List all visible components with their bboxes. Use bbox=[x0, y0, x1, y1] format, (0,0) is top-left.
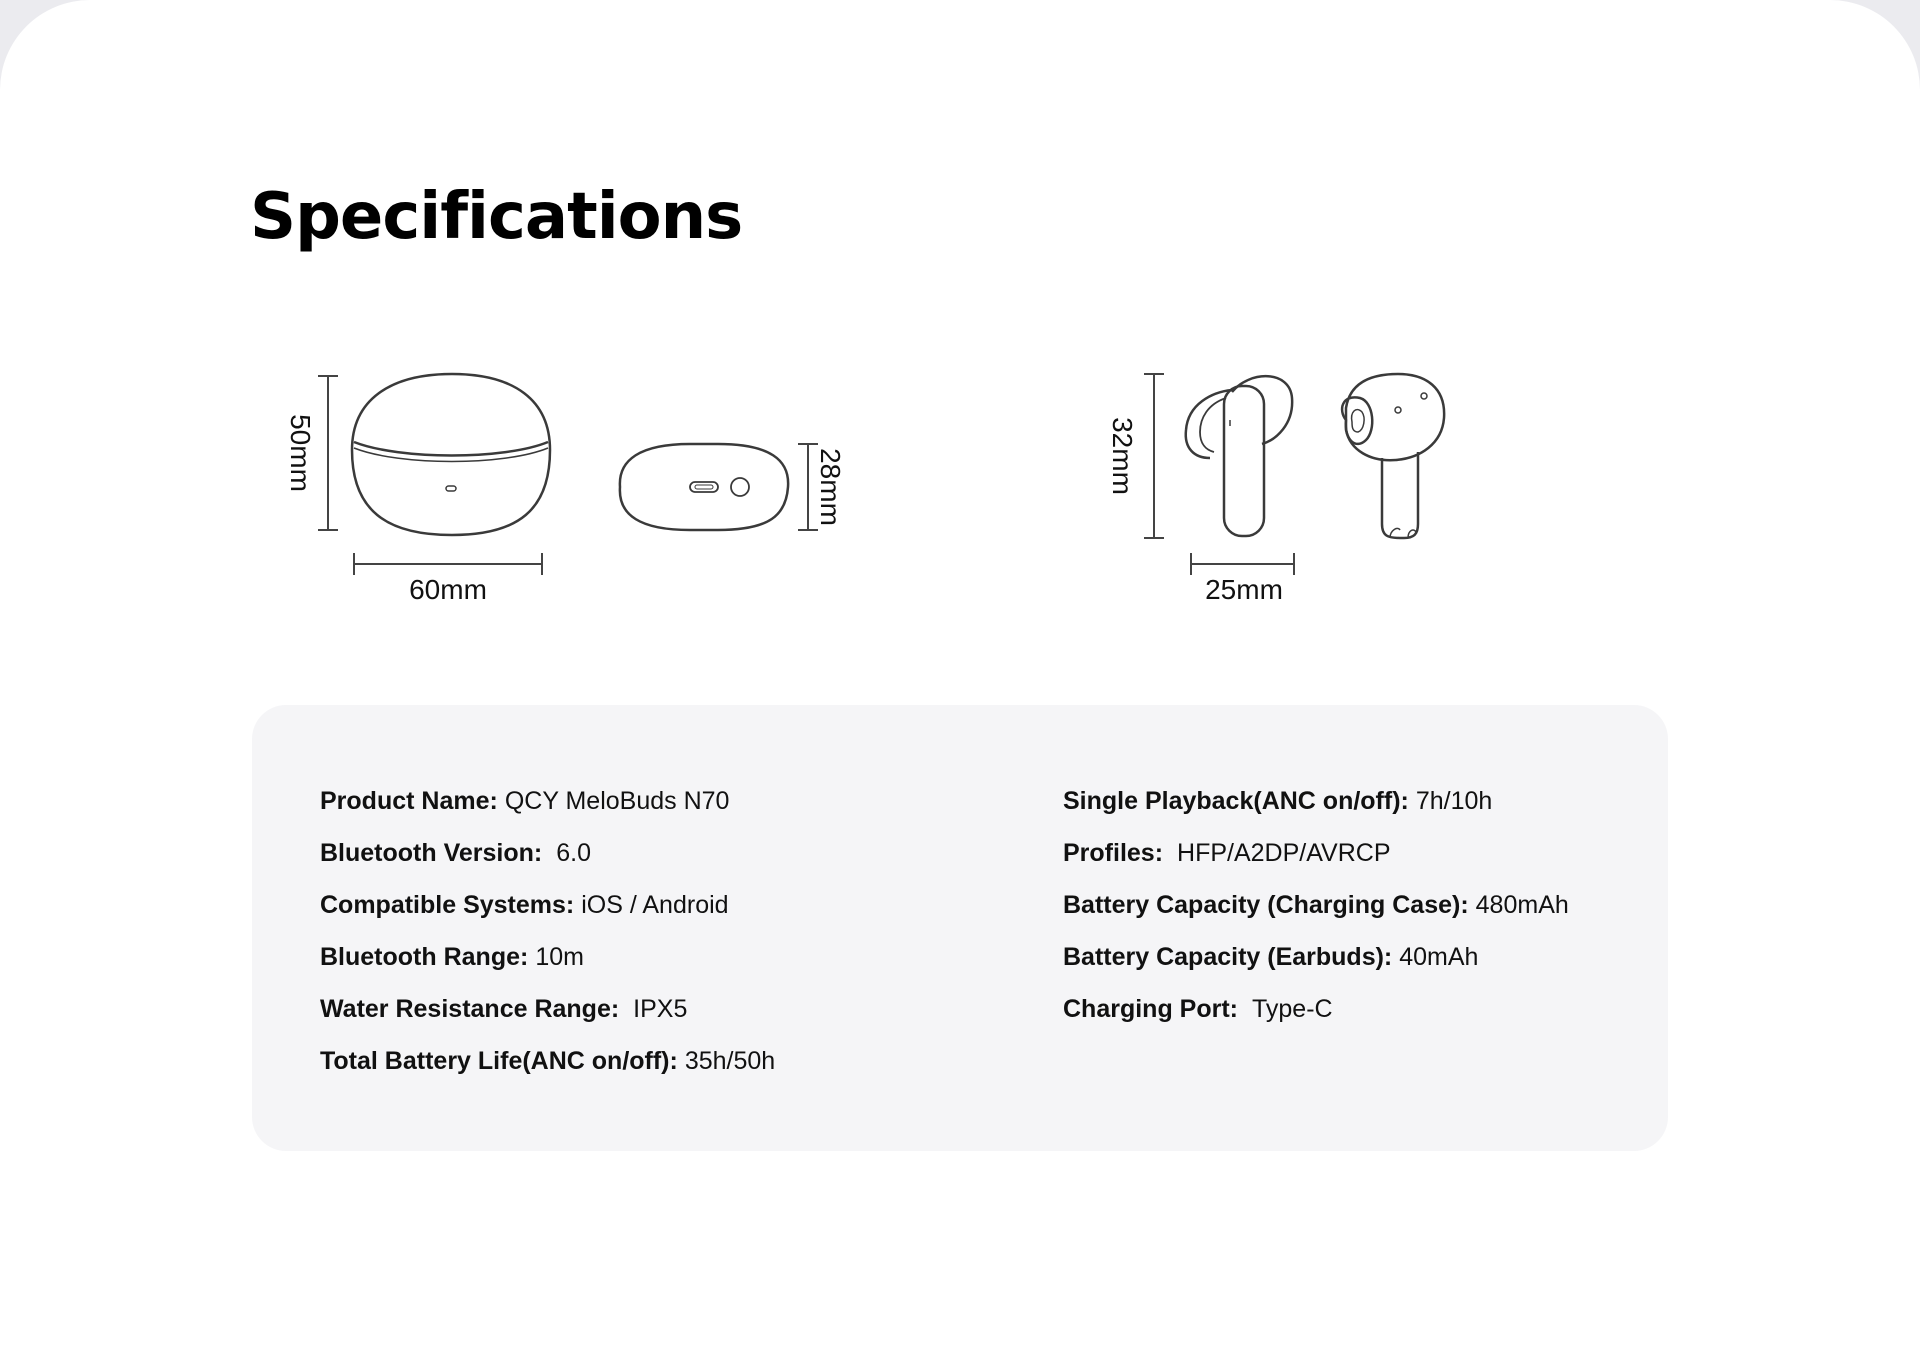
spec-value: iOS / Android bbox=[581, 891, 729, 919]
spec-value: 6.0 bbox=[556, 839, 591, 867]
spec-key: Single Playback(ANC on/off): bbox=[1063, 787, 1409, 815]
spec-value: 480mAh bbox=[1475, 891, 1569, 919]
case-depth-dimension-line bbox=[798, 444, 818, 530]
case-height-dimension-line bbox=[318, 376, 338, 530]
spec-key: Product Name: bbox=[320, 787, 498, 815]
spec-row-battery-case bbox=[1063, 879, 1569, 931]
earbud-side-illustration bbox=[1342, 374, 1444, 538]
spec-row-compatible-systems bbox=[320, 879, 775, 931]
earbud-height-label: 32mm bbox=[1107, 417, 1138, 495]
page-title: Specifications bbox=[250, 180, 743, 254]
case-side-illustration bbox=[620, 444, 788, 530]
spec-row-product-name bbox=[320, 775, 775, 827]
earbud-width-dimension-line bbox=[1191, 553, 1294, 575]
spec-key: Battery Capacity (Earbuds): bbox=[1063, 943, 1393, 971]
spec-key: Bluetooth Range: bbox=[320, 943, 529, 971]
spec-value: 10m bbox=[535, 943, 584, 971]
spec-key: Bluetooth Version: bbox=[320, 839, 543, 867]
spec-key: Battery Capacity (Charging Case): bbox=[1063, 891, 1469, 919]
spec-value: 40mAh bbox=[1399, 943, 1479, 971]
spec-row-total-battery-life bbox=[320, 1035, 775, 1087]
spec-key: Total Battery Life(ANC on/off): bbox=[320, 1047, 678, 1075]
spec-key: Charging Port: bbox=[1063, 995, 1238, 1023]
case-depth-label: 28mm bbox=[815, 448, 846, 526]
spec-value: QCY MeloBuds N70 bbox=[504, 787, 730, 815]
earbud-width-label: 25mm bbox=[1205, 574, 1283, 605]
spec-value: HFP/A2DP/AVRCP bbox=[1177, 839, 1391, 867]
spec-value: Type-C bbox=[1252, 995, 1333, 1023]
spec-value: 35h/50h bbox=[684, 1047, 776, 1075]
spec-value: IPX5 bbox=[633, 995, 688, 1023]
spec-row-single-playback bbox=[1063, 775, 1569, 827]
specs-right-column bbox=[1063, 775, 1569, 1035]
spec-key: Compatible Systems: bbox=[320, 891, 575, 919]
spec-row-charging-port bbox=[1063, 983, 1569, 1035]
spec-key: Profiles: bbox=[1063, 839, 1164, 867]
earbud-front-illustration bbox=[1186, 376, 1292, 536]
specifications-panel bbox=[252, 705, 1668, 1151]
case-width-dimension-line bbox=[354, 553, 542, 575]
case-height-label: 50mm bbox=[285, 414, 316, 492]
spec-row-water-resistance bbox=[320, 983, 775, 1035]
case-width-label: 60mm bbox=[409, 574, 487, 605]
spec-key: Water Resistance Range: bbox=[320, 995, 620, 1023]
spec-row-bluetooth-range bbox=[320, 931, 775, 983]
spec-row-battery-earbuds bbox=[1063, 931, 1569, 983]
spec-value: 7h/10h bbox=[1415, 787, 1493, 815]
earbud-height-dimension-line bbox=[1144, 374, 1164, 538]
specs-left-column bbox=[320, 775, 775, 1087]
spec-row-profiles bbox=[1063, 827, 1569, 879]
case-front-illustration bbox=[352, 374, 550, 535]
spec-row-bluetooth-version bbox=[320, 827, 775, 879]
